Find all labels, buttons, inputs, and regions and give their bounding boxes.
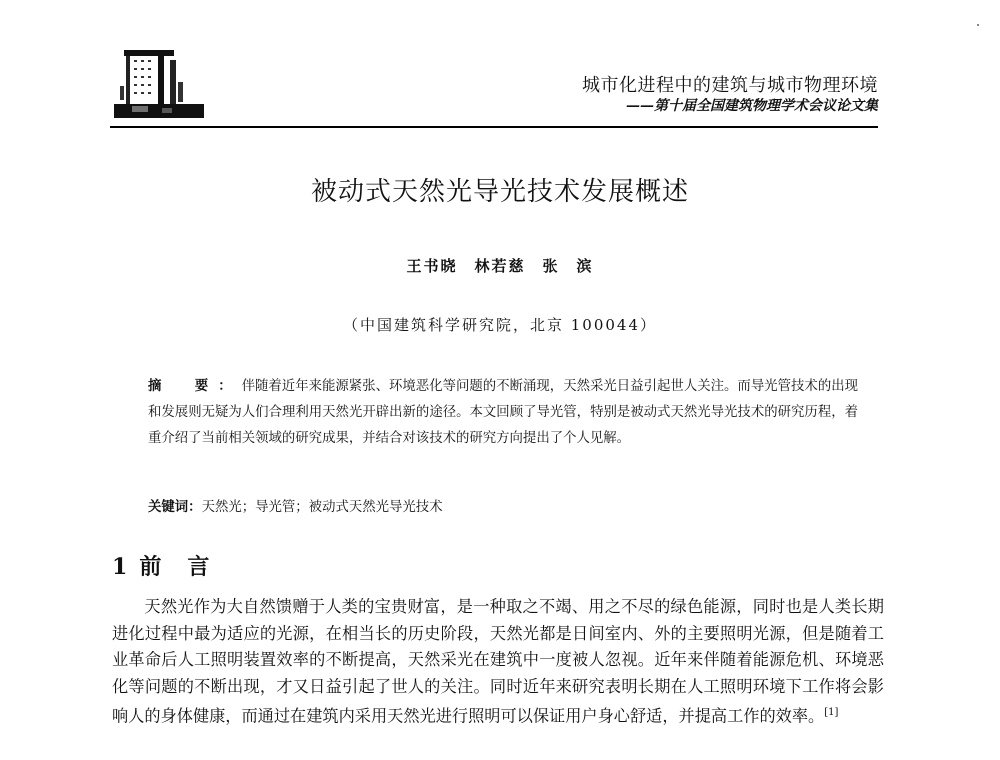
scan-speck [977, 24, 979, 26]
section-number: 1 [112, 554, 128, 580]
proceedings-subtitle: ——第十届全国建筑物理学术会议论文集 [626, 98, 878, 114]
keywords-text: 天然光；导光管；被动式天然光导光技术 [201, 500, 443, 515]
paragraph-text: 天然光作为大自然馈赠于人类的宝贵财富，是一种取之不竭、用之不尽的绿色能源，同时也是人类长期进化过程中最为适应的光源，在相当长的历史阶段，天然光都是日间室内、外的主要照明光源，但是随着工业革命后人工照明装置效率的不断提高，天然采光在建筑中一度被人忽视。近年来伴随着能源危机、环境恶化等问题的不断出现，才又日益引起了世人的关注。同时近年来研究表明长期在人工照明环境下工作将会影响人的身体健康，而通过在建筑内采用天然光进行照明可以保证用户身心舒适，并提高工作的效率。 [112, 597, 884, 726]
paper-title: 被动式天然光导光技术发展概述 [310, 177, 689, 207]
paper-authors: 王书晓 林若慈 张 滨 [406, 257, 594, 275]
abstract-label: 摘 要： [148, 379, 242, 394]
section-title: 前言 [139, 554, 236, 580]
abstract-text: 伴随着近年来能源紧张、环境恶化等问题的不断涌现，天然采光日益引起世人关注。而导光管技术的出现和发展则无疑为人们合理利用天然光开辟出新的途径。本文回顾了导光管，特别是被动式天然光导光技术的研究历程，着重介绍了当前相关领域的研究成果，并结合对该技术的研究方向提出了个人见解。 [148, 379, 859, 446]
keywords-label: 关键词： [148, 500, 202, 515]
keywords [148, 496, 443, 515]
section-heading [112, 550, 235, 581]
building-logo-icon [112, 42, 204, 120]
header-divider [110, 126, 878, 128]
proceedings-title: 城市化进程中的建筑与城市物理环境 [582, 75, 878, 96]
paper-affiliation: （中国建筑科学研究院，北京 100044） [342, 316, 658, 334]
abstract [148, 374, 858, 452]
body-paragraph [112, 594, 884, 730]
citation-reference: [1] [824, 707, 839, 719]
